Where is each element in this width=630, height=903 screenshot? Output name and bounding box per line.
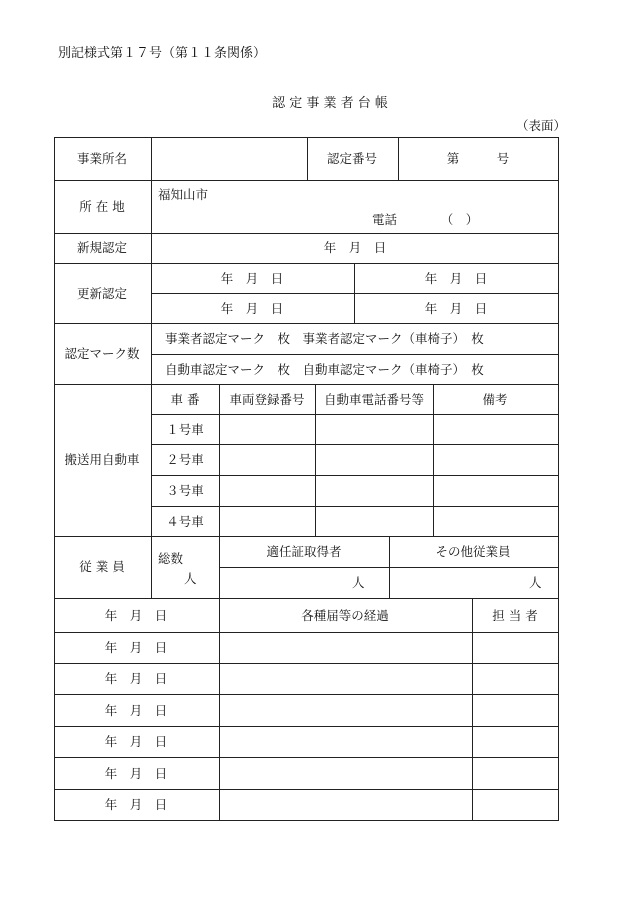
phone-field: 電話 （ ） xyxy=(372,212,479,227)
marks-line-1: 事業者認定マーク 枚 事業者認定マーク（車椅子） 枚 xyxy=(165,331,484,346)
page-title: 認 定 事 業 者 台 帳 xyxy=(272,96,388,111)
new-cert-date: 年 月 日 xyxy=(323,240,387,255)
history-row-date: 年 月 日 xyxy=(104,640,168,655)
vehicle-col-registration: 車両登録番号 xyxy=(229,392,305,407)
vehicle-col-phone: 自動車電話番号等 xyxy=(323,392,425,407)
history-progress-header: 各種届等の経過 xyxy=(301,608,389,623)
vehicle-row: ３号車 xyxy=(166,483,204,498)
cert-number-value: 第 号 xyxy=(446,151,510,166)
qualified-label: 適任証取得者 xyxy=(266,544,342,559)
address-label: 所 在 地 xyxy=(79,199,125,214)
marks-line-2: 自動車認定マーク 枚 自動車認定マーク（車椅子） 枚 xyxy=(165,362,484,377)
vehicle-col-number: 車 番 xyxy=(170,392,200,407)
vehicle-row: ４号車 xyxy=(166,514,204,529)
employees-label: 従 業 員 xyxy=(79,559,125,574)
employees-total-unit: 人 xyxy=(184,571,197,586)
cert-number-label: 認定番号 xyxy=(326,151,378,166)
form-number: 別記様式第１７号（第１１条関係） xyxy=(58,46,267,61)
vehicle-row: １号車 xyxy=(166,422,204,437)
renewal-date: 年 月 日 xyxy=(220,271,284,286)
office-name-label: 事業所名 xyxy=(76,151,128,166)
history-row-date: 年 月 日 xyxy=(104,671,168,686)
address-city: 福知山市 xyxy=(158,187,209,202)
renewal-label: 更新認定 xyxy=(76,286,128,301)
side-label: （表面） xyxy=(515,118,566,133)
vehicle-col-notes: 備考 xyxy=(482,392,508,407)
history-row-date: 年 月 日 xyxy=(104,797,168,812)
history-row-date: 年 月 日 xyxy=(104,734,168,749)
vehicles-label: 搬送用自動車 xyxy=(64,452,140,467)
employees-total-label: 総数 xyxy=(158,551,184,566)
new-cert-label: 新規認定 xyxy=(76,240,128,255)
history-row-date: 年 月 日 xyxy=(104,766,168,781)
renewal-date: 年 月 日 xyxy=(424,301,488,316)
qualified-unit: 人 xyxy=(352,575,365,590)
other-employees-unit: 人 xyxy=(529,575,542,590)
renewal-date: 年 月 日 xyxy=(220,301,284,316)
marks-label: 認定マーク数 xyxy=(64,346,140,361)
history-date-header: 年 月 日 xyxy=(104,608,168,623)
other-employees-label: その他従業員 xyxy=(435,544,511,559)
history-staff-header: 担 当 者 xyxy=(492,608,538,623)
vehicle-row: ２号車 xyxy=(166,452,204,467)
renewal-date: 年 月 日 xyxy=(424,271,488,286)
history-row-date: 年 月 日 xyxy=(104,703,168,718)
